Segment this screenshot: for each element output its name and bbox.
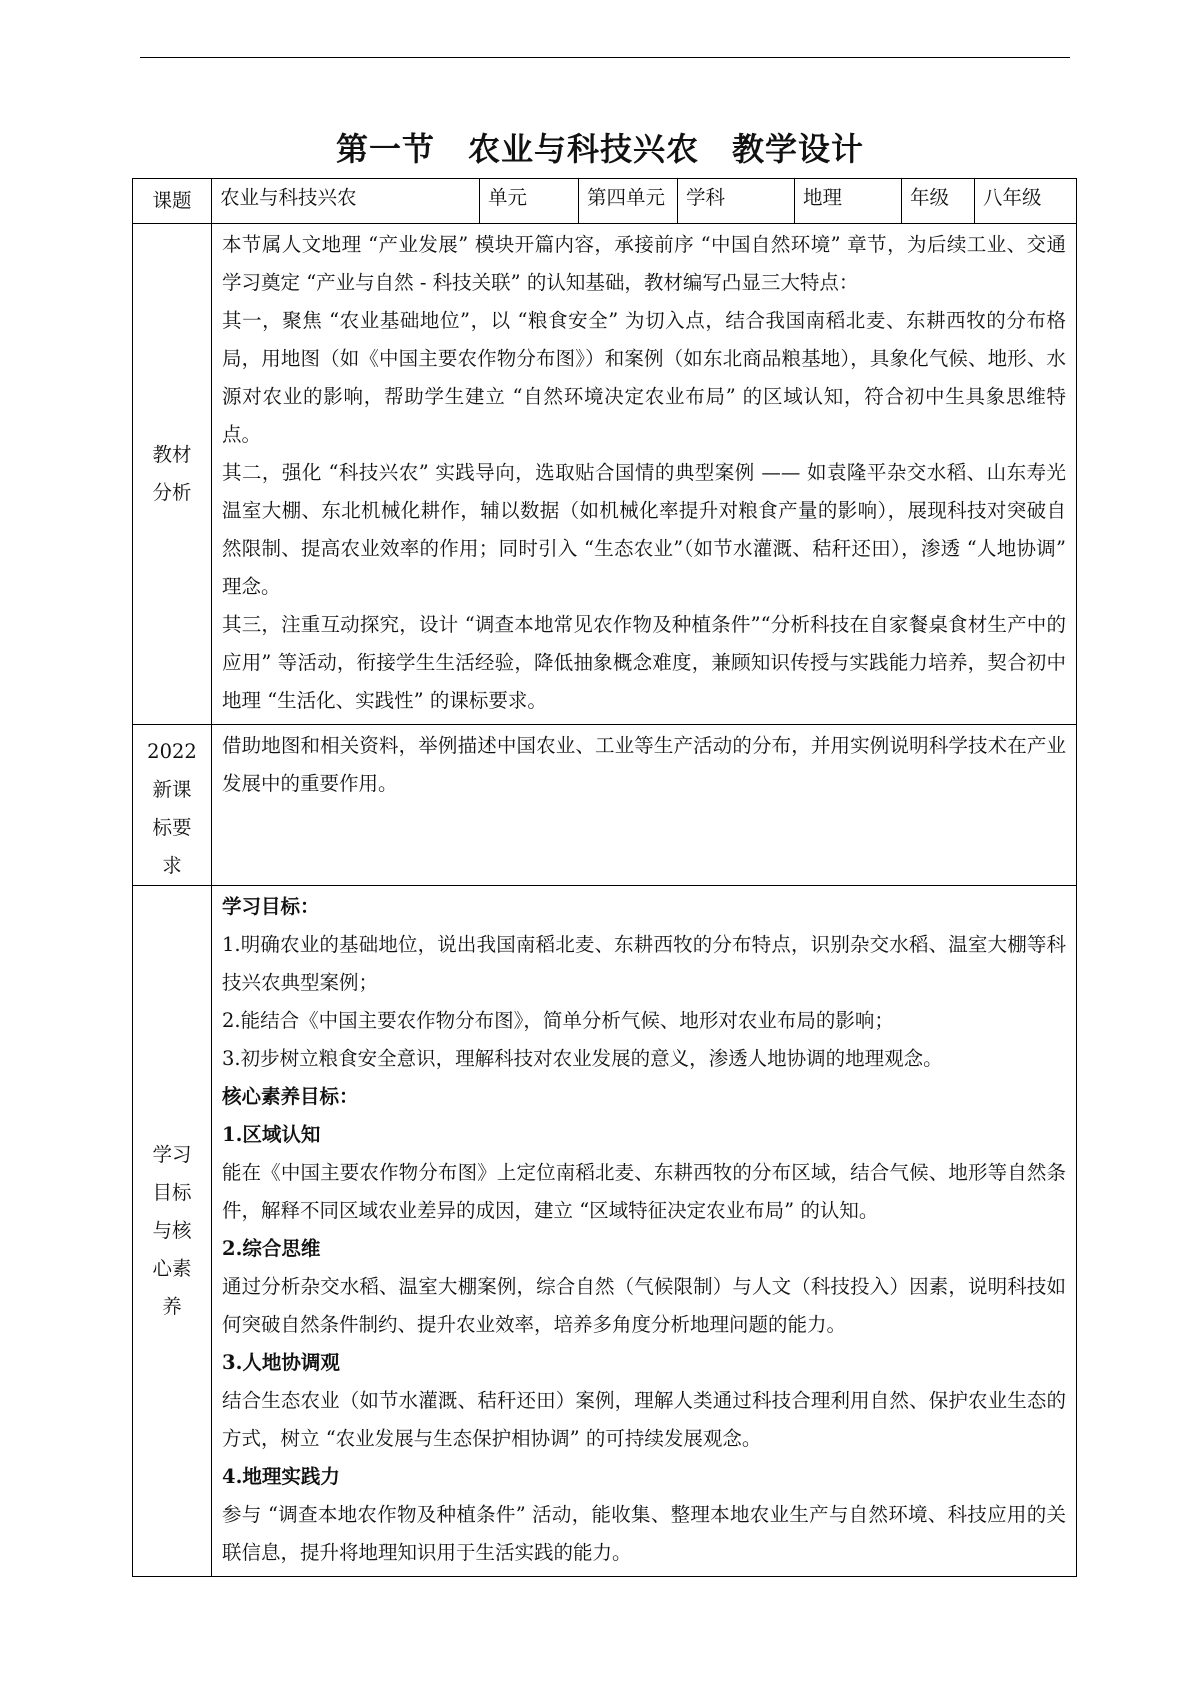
standard-text: 借助地图和相关资料，举例描述中国农业、工业等生产活动的分布，并用实例说明科学技术在产业发展中的重要作用。 bbox=[222, 734, 1066, 795]
unit-label: 单元 bbox=[480, 179, 579, 224]
core-item-heading: 3.人地协调观 bbox=[222, 1351, 340, 1374]
standard-label-line: 求 bbox=[162, 854, 182, 877]
analysis-label-line2: 分析 bbox=[152, 481, 192, 504]
goals-label-line: 目标 bbox=[152, 1181, 192, 1204]
unit-value: 第四单元 bbox=[579, 179, 678, 224]
goals-row bbox=[133, 886, 1077, 1577]
goals-label-line: 心素 bbox=[152, 1257, 192, 1280]
header-row bbox=[133, 179, 1077, 224]
topic-value: 农业与科技兴农 bbox=[212, 179, 480, 224]
analysis-label bbox=[133, 224, 212, 725]
grade-value: 八年级 bbox=[975, 179, 1077, 224]
learning-goal-item: 2.能结合《中国主要农作物分布图》，简单分析气候、地形对农业布局的影响； bbox=[222, 1009, 894, 1032]
standard-label bbox=[133, 725, 212, 886]
analysis-paragraph: 其一，聚焦 “农业基础地位”，以 “粮食安全” 为切入点，结合我国南稻北麦、东耕西牧的分布格局，用地图（如《中国主要农作物分布图》）和案例（如东北商品粮基地），具象化气候、地形、水源对农业的影响，帮助学生建立 “自然环境决定农业布局” 的区域认知，符合初中生具象思维特点。 bbox=[222, 309, 1066, 446]
core-item-text: 通过分析杂交水稻、温室大棚案例，综合自然（气候限制）与人文（科技投入）因素，说明科技如何突破自然条件制约、提升农业效率，培养多角度分析地理问题的能力。 bbox=[222, 1275, 1066, 1336]
lesson-design-table bbox=[132, 178, 1077, 1577]
core-item-text: 结合生态农业（如节水灌溉、秸秆还田）案例，理解人类通过科技合理利用自然、保护农业生态的方式，树立 “农业发展与生态保护相协调” 的可持续发展观念。 bbox=[222, 1389, 1066, 1450]
standard-label-line: 新课 bbox=[152, 778, 192, 801]
goals-label-line: 养 bbox=[162, 1295, 182, 1318]
subject-value: 地理 bbox=[795, 179, 902, 224]
core-item-heading: 1.区域认知 bbox=[222, 1123, 321, 1146]
learning-goals-heading: 学习目标： bbox=[222, 895, 320, 918]
core-literacy-heading: 核心素养目标： bbox=[222, 1085, 359, 1108]
goals-label bbox=[133, 886, 212, 1577]
analysis-paragraph: 本节属人文地理 “产业发展” 模块开篇内容，承接前序 “中国自然环境” 章节，为后续工业、交通学习奠定 “产业与自然 - 科技关联” 的认知基础，教材编写凸显三大特点： bbox=[222, 233, 1066, 294]
standard-row bbox=[133, 725, 1077, 886]
core-item-heading: 2.综合思维 bbox=[222, 1237, 321, 1260]
goals-label-line: 学习 bbox=[152, 1143, 192, 1166]
standard-content bbox=[212, 725, 1077, 886]
core-item-text: 能在《中国主要农作物分布图》上定位南稻北麦、东耕西牧的分布区域，结合气候、地形等自然条件，解释不同区域农业差异的成因，建立 “区域特征决定农业布局” 的认知。 bbox=[222, 1161, 1066, 1222]
goals-content bbox=[212, 886, 1077, 1577]
page-title: 第一节 农业与科技兴农 教学设计 bbox=[335, 130, 864, 168]
analysis-paragraph: 其二，强化 “科技兴农” 实践导向，选取贴合国情的典型案例 —— 如袁隆平杂交水稻、山东寿光温室大棚、东北机械化耕作，辅以数据（如机械化率提升对粮食产量的影响），展现科技对突破自然限制、提高农业效率的作用；同时引入 “生态农业”（如节水灌溉、秸秆还田），渗透 “人地协调” 理念。 bbox=[222, 461, 1066, 598]
standard-label-line: 2022 bbox=[147, 740, 197, 763]
core-item-heading: 4.地理实践力 bbox=[222, 1465, 340, 1488]
learning-goal-item: 1.明确农业的基础地位，说出我国南稻北麦、东耕西牧的分布特点，识别杂交水稻、温室大棚等科技兴农典型案例； bbox=[222, 933, 1066, 994]
topic-label: 课题 bbox=[133, 179, 212, 224]
standard-label-line: 标要 bbox=[152, 816, 192, 839]
grade-label: 年级 bbox=[902, 179, 975, 224]
subject-label: 学科 bbox=[678, 179, 795, 224]
analysis-row bbox=[133, 224, 1077, 725]
header-rule bbox=[140, 57, 1070, 58]
core-item-text: 参与 “调查本地农作物及种植条件” 活动，能收集、整理本地农业生产与自然环境、科技应用的关联信息，提升将地理知识用于生活实践的能力。 bbox=[222, 1503, 1066, 1564]
learning-goal-item: 3.初步树立粮食安全意识，理解科技对农业发展的意义，渗透人地协调的地理观念。 bbox=[222, 1047, 943, 1070]
goals-label-line: 与核 bbox=[152, 1219, 192, 1242]
analysis-paragraph: 其三，注重互动探究，设计 “调查本地常见农作物及种植条件”“分析科技在自家餐桌食材生产中的应用” 等活动，衔接学生生活经验，降低抽象概念难度，兼顾知识传授与实践能力培养，契合初中地理 “生活化、实践性” 的课标要求。 bbox=[222, 613, 1066, 712]
analysis-label-line1: 教材 bbox=[152, 443, 192, 466]
analysis-content bbox=[212, 224, 1077, 725]
